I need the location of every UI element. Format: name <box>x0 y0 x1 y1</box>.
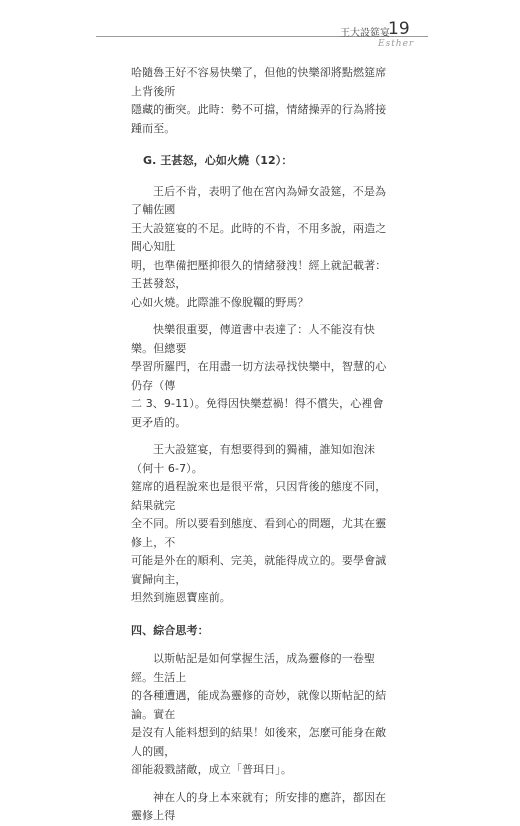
book-subtitle: Esther <box>378 39 415 49</box>
text-line: 快樂很重要，傳道書中表達了：人不能沒有快樂。但總要 <box>131 323 375 355</box>
text-line: 王后不肯，表明了他在宮內為婦女設筵，不是為了輔佐國 <box>131 184 387 216</box>
text-line: 王大設筵宴的不足。此時的不肯，不用多說，兩造之間心知肚 <box>131 221 387 253</box>
text-line: 可能是外在的順利、完美，就能得成立的。要學會誠實歸向主， <box>131 554 387 586</box>
text-line: 的各種遭遇，能成為靈修的奇妙，就像以斯帖記的結論。實在 <box>131 689 387 721</box>
text-line: 坦然到施恩寶座前。 <box>131 591 231 604</box>
text-line: 二 3、9-11）。免得因快樂惹禍！得不償失，心裡會更矛盾的。 <box>131 397 384 429</box>
text-line: 筵席的過程說來也是很平常，只因背後的態度不同，結果就完 <box>131 480 387 512</box>
running-title: 王大設筵宴 <box>340 28 390 39</box>
page-number: 19 <box>388 19 410 39</box>
text-line: 學習所羅門，在用盡一切方法尋找快樂中，智慧的心仍存（傳 <box>131 360 387 392</box>
text-line: 心如火燒。此際誰不像脫韁的野馬？ <box>131 295 309 309</box>
text-line: 是沒有人能料想到的結果！如後來，怎麼可能身在敵人的國， <box>131 726 387 758</box>
section-heading-4: 四、綜合思考： <box>131 623 209 637</box>
text-line: 明，也準備把壓抑很久的情緒發洩！經上就記載著：王甚發怒， <box>131 258 387 290</box>
text-line: 全不同。所以要看到態度、看到心的問題，尤其在靈修上，不 <box>131 517 387 549</box>
text-line: 王大設筵宴，有想要得到的獨補，誰知如泡沫（何十 6-7）。 <box>131 443 375 475</box>
text-line: 卻能殺戮諸敵，成立「普珥日」。 <box>131 763 292 776</box>
section-heading-g: G. 王甚怒，心如火燒（12）： <box>143 154 293 167</box>
page-body <box>131 64 393 826</box>
text-line: 隱藏的衝突。此時：勢不可擋，情緒操弄的行為將接踵而至。 <box>131 103 387 135</box>
text-line: 以斯帖記是如何掌握生活，成為靈修的一卷聖經。生活上 <box>131 652 375 684</box>
text-line: 哈隨魯王好不容易快樂了，但他的快樂卻將點燃筵席上背後所 <box>131 66 387 98</box>
text-line: 神在人的身上本來就有；所安排的應許，都因在靈修上得 <box>131 790 387 822</box>
